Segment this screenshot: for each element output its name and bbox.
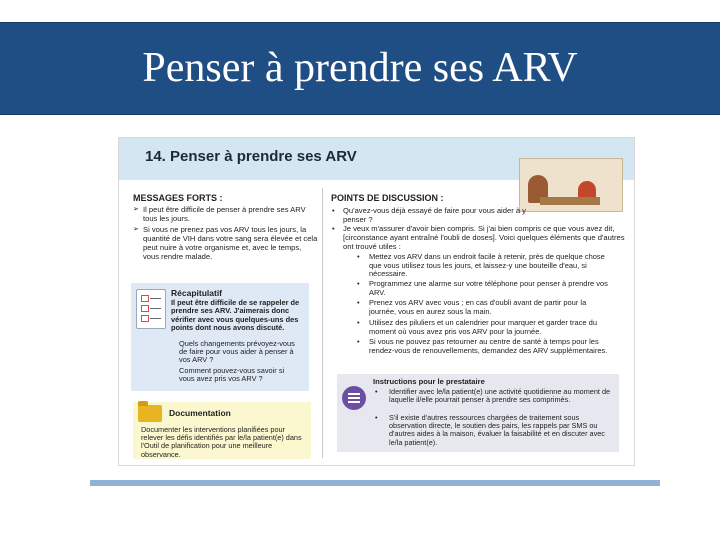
message-item: ➢ Si vous ne prenez pas vos ARV tous les jours, la quantité de VIH dans votre sang sera élevée et cela peut nuire à votre organisme et, avec le temps, vous rendre malade. [133,225,318,261]
counseling-photo [519,158,623,212]
recap-body: Il peut être difficile de se rappeler de prendre ses ARV. J'aimerais donc vérifier avec vous quelques-uns des points dont nous avons discuté. [171,298,300,333]
recap-heading: Récapitulatif [171,288,223,298]
messages-section [133,193,318,261]
message-item: ➢ Il peut être difficile de penser à prendre ses ARV tous les jours. [133,205,318,223]
documentation-heading: Documentation [169,408,231,418]
documentation-box [133,402,311,459]
documentation-body: Documenter les interventions planifiées pour relever les défis identifiés par le/la patient(e) dans l'Outil de planification pour une meilleure observance. [141,425,302,459]
document-title: 14. Penser à prendre ses ARV [145,148,357,165]
instructions-box [337,374,619,452]
title-bar [0,22,720,115]
recap-item: Quels changements prévoyez-vous de faire pour vous aider à penser à vos ARV ? [179,339,295,365]
recap-box [131,283,309,391]
instructions-item: • Identifier avec le/la patient(e) une activité quotidienne au moment de laquelle il/elle pourrait penser à prendre ses comprimés. [389,388,611,404]
footer-rule [90,480,660,486]
discussion-subitem: • Utilisez des piluliers et un calendrier pour marquer et garder trace du moment où vous avez pris vos ARV pour la journée. [357,319,614,336]
discussion-heading: POINTS DE DISCUSSION : [331,193,444,203]
messages-heading: MESSAGES FORTS : [133,193,223,203]
discussion-subitem: • Programmez une alarme sur votre téléphone pour penser à prendre vos ARV. [357,280,614,297]
column-divider [322,188,323,458]
recap-item: Comment pouvez-vous savoir si vous avez pris vos ARV ? [179,366,285,384]
instructions-item: • S'il existe d'autres ressources chargées de traitement sous observation directe, le soutien des pairs, les rappels par SMS ou d'autres aides à la maison, évaluer la faisabilité et en discuter avec le/la patient(e). [389,414,611,447]
folder-icon [138,405,162,422]
discussion-item: • Je veux m'assurer d'avoir bien compris. Si j'ai bien compris ce que vous avez dit, [circonstance ayant entraîné l'oubli de doses]. Voici quelques éléments que d'autres ont trouvé utiles : [331,224,629,251]
list-icon [342,386,366,410]
discussion-subitem: • Prenez vos ARV avec vous ; en cas d'oubli avant de partir pour la journée, vous en aurez sous la main. [357,299,614,316]
discussion-item: • Qu'avez-vous déjà essayé de faire pour vous aider à y penser ? [331,206,538,224]
discussion-subitem: • Mettez vos ARV dans un endroit facile à retenir, près de quelque chose que vous utilisez tous les jours, et laissez-y une bouteille d'eau, si nécessaire. [357,253,614,279]
instructions-heading: Instructions pour le prestataire [373,377,485,386]
slide-title: Penser à prendre ses ARV [142,45,578,91]
checklist-icon [136,289,166,329]
document-image [118,137,635,466]
discussion-subitem: • Si vous ne pouvez pas retourner au centre de santé à temps pour les rendez-vous de renouvellements, demandez des ARV supplémentaires. [357,338,614,355]
